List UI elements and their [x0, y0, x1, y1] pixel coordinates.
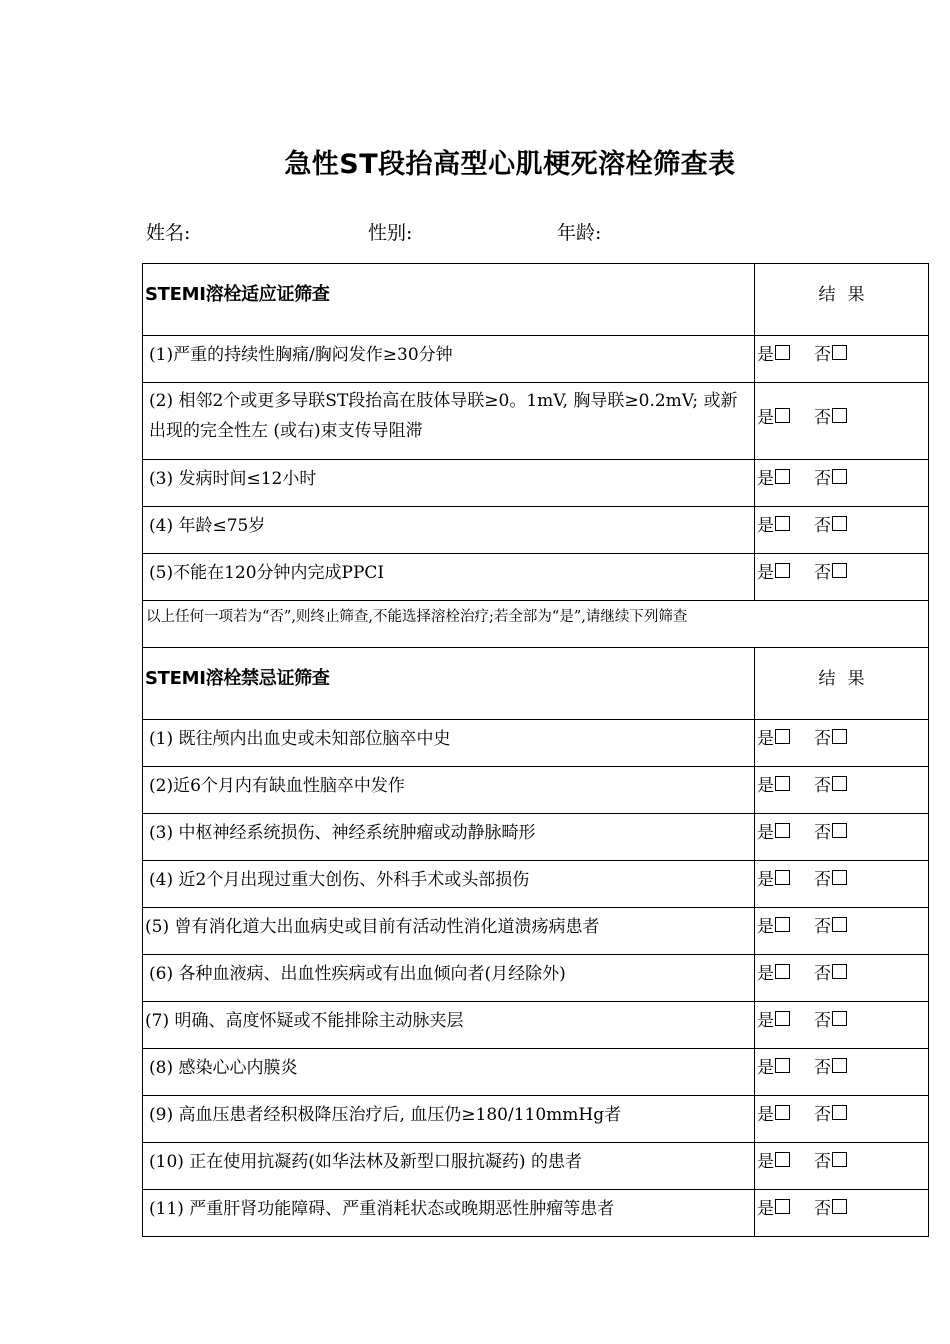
no-label: 否: [814, 1105, 831, 1125]
no-checkbox[interactable]: [832, 729, 847, 744]
yes-checkbox[interactable]: [775, 345, 790, 360]
contraindication-item: (2)近6个月内有缺血性脑卒中发作: [149, 776, 405, 796]
no-label: 否: [814, 729, 831, 749]
result-header: 结果: [818, 285, 877, 305]
contraindication-item: (11) 严重肝肾功能障碍、严重消耗状态或晚期恶性肿瘤等患者: [149, 1199, 615, 1219]
table-row: [143, 955, 929, 1002]
yes-no-options: [755, 336, 928, 365]
contraindication-item: (4) 近2个月出现过重大创伤、外科手术或头部损伤: [149, 870, 530, 890]
yes-checkbox[interactable]: [775, 776, 790, 791]
yes-no-options: [755, 814, 928, 843]
yes-no-options: [755, 1096, 928, 1125]
yes-checkbox[interactable]: [775, 1105, 790, 1120]
indication-result-cell: [755, 507, 929, 554]
table-row: [143, 1096, 929, 1143]
table-row: [143, 383, 929, 460]
table-row: [143, 720, 929, 767]
table-row: [143, 908, 929, 955]
note-row: [143, 601, 929, 648]
table-row: [143, 861, 929, 908]
yes-label: 是: [757, 823, 774, 843]
yes-label: 是: [757, 776, 774, 796]
yes-label: 是: [757, 917, 774, 937]
contraindication-item: (9) 高血压患者经积极降压治疗后, 血压仍≥180/110mmHg者: [149, 1105, 622, 1125]
yes-label: 是: [757, 563, 774, 583]
contraindication-item: (7) 明确、高度怀疑或不能排除主动脉夹层: [145, 1011, 464, 1031]
contraindication-result-cell: [755, 1002, 929, 1049]
no-label: 否: [814, 776, 831, 796]
indication-item: (3) 发病时间≤12小时: [149, 469, 317, 489]
screening-note: 以上任何一项若为“否”,则终止筛查,不能选择溶栓治疗;若全部为“是”,请继续下列筛查: [146, 609, 688, 625]
indication-item: (1)严重的持续性胸痛/胸闷发作≥30分钟: [149, 345, 453, 365]
yes-label: 是: [757, 1105, 774, 1125]
no-checkbox[interactable]: [832, 776, 847, 791]
contraindication-item: (1) 既往颅内出血史或未知部位脑卒中史: [149, 729, 451, 749]
contraindication-result-cell: [755, 1096, 929, 1143]
no-label: 否: [814, 469, 831, 489]
indication-result-cell: [755, 336, 929, 383]
yes-label: 是: [757, 469, 774, 489]
contraindication-item: (8) 感染心心内膜炎: [149, 1058, 298, 1078]
yes-no-options: [755, 1002, 928, 1031]
yes-checkbox[interactable]: [775, 917, 790, 932]
no-checkbox[interactable]: [832, 1011, 847, 1026]
yes-label: 是: [757, 345, 774, 365]
yes-no-options: [755, 861, 928, 890]
yes-checkbox[interactable]: [775, 516, 790, 531]
contraindication-item: (5) 曾有消化道大出血病史或目前有活动性消化道溃疡病患者: [145, 917, 600, 937]
age-label: 年龄:: [557, 222, 602, 244]
no-label: 否: [814, 964, 831, 984]
contraindication-result-cell: [755, 720, 929, 767]
no-checkbox[interactable]: [832, 1058, 847, 1073]
yes-checkbox[interactable]: [775, 408, 790, 423]
table-row: [143, 814, 929, 861]
no-checkbox[interactable]: [832, 1105, 847, 1120]
yes-label: 是: [757, 516, 774, 536]
yes-no-options: [755, 460, 928, 489]
no-label: 否: [814, 563, 831, 583]
yes-checkbox[interactable]: [775, 469, 790, 484]
no-label: 否: [814, 1152, 831, 1172]
indication-item: (2) 相邻2个或更多导联ST段抬高在肢体导联≥0。1mV, 胸导联≥0.2mV; 或新出现的完全性左 (或右)束支传导阻滞: [149, 391, 738, 441]
yes-no-options: [755, 1143, 928, 1172]
contraindication-header-row: [143, 648, 929, 720]
yes-no-options: [755, 720, 928, 749]
yes-checkbox[interactable]: [775, 563, 790, 578]
yes-checkbox[interactable]: [775, 823, 790, 838]
form-title: 急性ST段抬高型心肌梗死溶栓筛查表: [284, 149, 736, 180]
table-row: [143, 554, 929, 601]
yes-no-options: [755, 1049, 928, 1078]
no-checkbox[interactable]: [832, 870, 847, 885]
yes-no-options: [755, 908, 928, 937]
indication-result-cell: [755, 460, 929, 507]
no-checkbox[interactable]: [832, 917, 847, 932]
yes-label: 是: [757, 964, 774, 984]
yes-checkbox[interactable]: [775, 1152, 790, 1167]
no-checkbox[interactable]: [832, 1152, 847, 1167]
table-row: [143, 507, 929, 554]
name-label: 姓名:: [146, 222, 191, 244]
result-header: 结果: [818, 669, 877, 689]
no-label: 否: [814, 870, 831, 890]
no-checkbox[interactable]: [832, 469, 847, 484]
contraindication-result-cell: [755, 814, 929, 861]
yes-label: 是: [757, 408, 774, 428]
no-label: 否: [814, 1058, 831, 1078]
no-checkbox[interactable]: [832, 516, 847, 531]
no-label: 否: [814, 823, 831, 843]
yes-no-options: [755, 507, 928, 536]
contraindication-result-cell: [755, 955, 929, 1002]
contraindication-item: (3) 中枢神经系统损伤、神经系统肿瘤或动静脉畸形: [149, 823, 536, 843]
no-checkbox[interactable]: [832, 408, 847, 423]
yes-label: 是: [757, 870, 774, 890]
yes-no-options: [755, 955, 928, 984]
contraindication-result-cell: [755, 1049, 929, 1096]
indication-header-row: [143, 264, 929, 336]
indication-result-cell: [755, 383, 929, 460]
no-checkbox[interactable]: [832, 563, 847, 578]
yes-checkbox[interactable]: [775, 964, 790, 979]
yes-label: 是: [757, 1199, 774, 1219]
no-checkbox[interactable]: [832, 823, 847, 838]
contraindication-result-cell: [755, 1143, 929, 1190]
yes-checkbox[interactable]: [775, 870, 790, 885]
no-checkbox[interactable]: [832, 345, 847, 360]
table-row: [143, 1002, 929, 1049]
yes-label: 是: [757, 1011, 774, 1031]
yes-checkbox[interactable]: [775, 1058, 790, 1073]
no-label: 否: [814, 408, 831, 428]
gender-label: 性别:: [368, 222, 413, 244]
indication-section-title: STEMI溶栓适应证筛查: [145, 284, 330, 305]
no-label: 否: [814, 1199, 831, 1219]
table-row: [143, 1049, 929, 1096]
contraindication-result-cell: [755, 861, 929, 908]
no-label: 否: [814, 516, 831, 536]
indication-item: (4) 年龄≤75岁: [149, 516, 266, 536]
yes-label: 是: [757, 1152, 774, 1172]
yes-no-options: [755, 1190, 928, 1219]
no-checkbox[interactable]: [832, 1199, 847, 1214]
indication-result-cell: [755, 554, 929, 601]
table-row: [143, 767, 929, 814]
contraindication-item: (10) 正在使用抗凝药(如华法林及新型口服抗凝药) 的患者: [149, 1152, 582, 1172]
contraindication-result-cell: [755, 1190, 929, 1237]
yes-checkbox[interactable]: [775, 1199, 790, 1214]
table-row: [143, 460, 929, 507]
table-row: [143, 1143, 929, 1190]
yes-no-options: [755, 383, 928, 428]
yes-checkbox[interactable]: [775, 1011, 790, 1026]
yes-label: 是: [757, 1058, 774, 1078]
contraindication-item: (6) 各种血液病、出血性疾病或有出血倾向者(月经除外): [149, 964, 566, 984]
table-row: [143, 1190, 929, 1237]
yes-no-options: [755, 767, 928, 796]
screening-table: [142, 263, 929, 1237]
indication-item: (5)不能在120分钟内完成PPCI: [149, 563, 385, 583]
contraindication-section-title: STEMI溶栓禁忌证筛查: [145, 668, 330, 689]
yes-label: 是: [757, 729, 774, 749]
no-label: 否: [814, 345, 831, 365]
yes-checkbox[interactable]: [775, 729, 790, 744]
no-checkbox[interactable]: [832, 964, 847, 979]
no-label: 否: [814, 1011, 831, 1031]
no-label: 否: [814, 917, 831, 937]
table-row: [143, 336, 929, 383]
contraindication-result-cell: [755, 908, 929, 955]
contraindication-result-cell: [755, 767, 929, 814]
yes-no-options: [755, 554, 928, 583]
